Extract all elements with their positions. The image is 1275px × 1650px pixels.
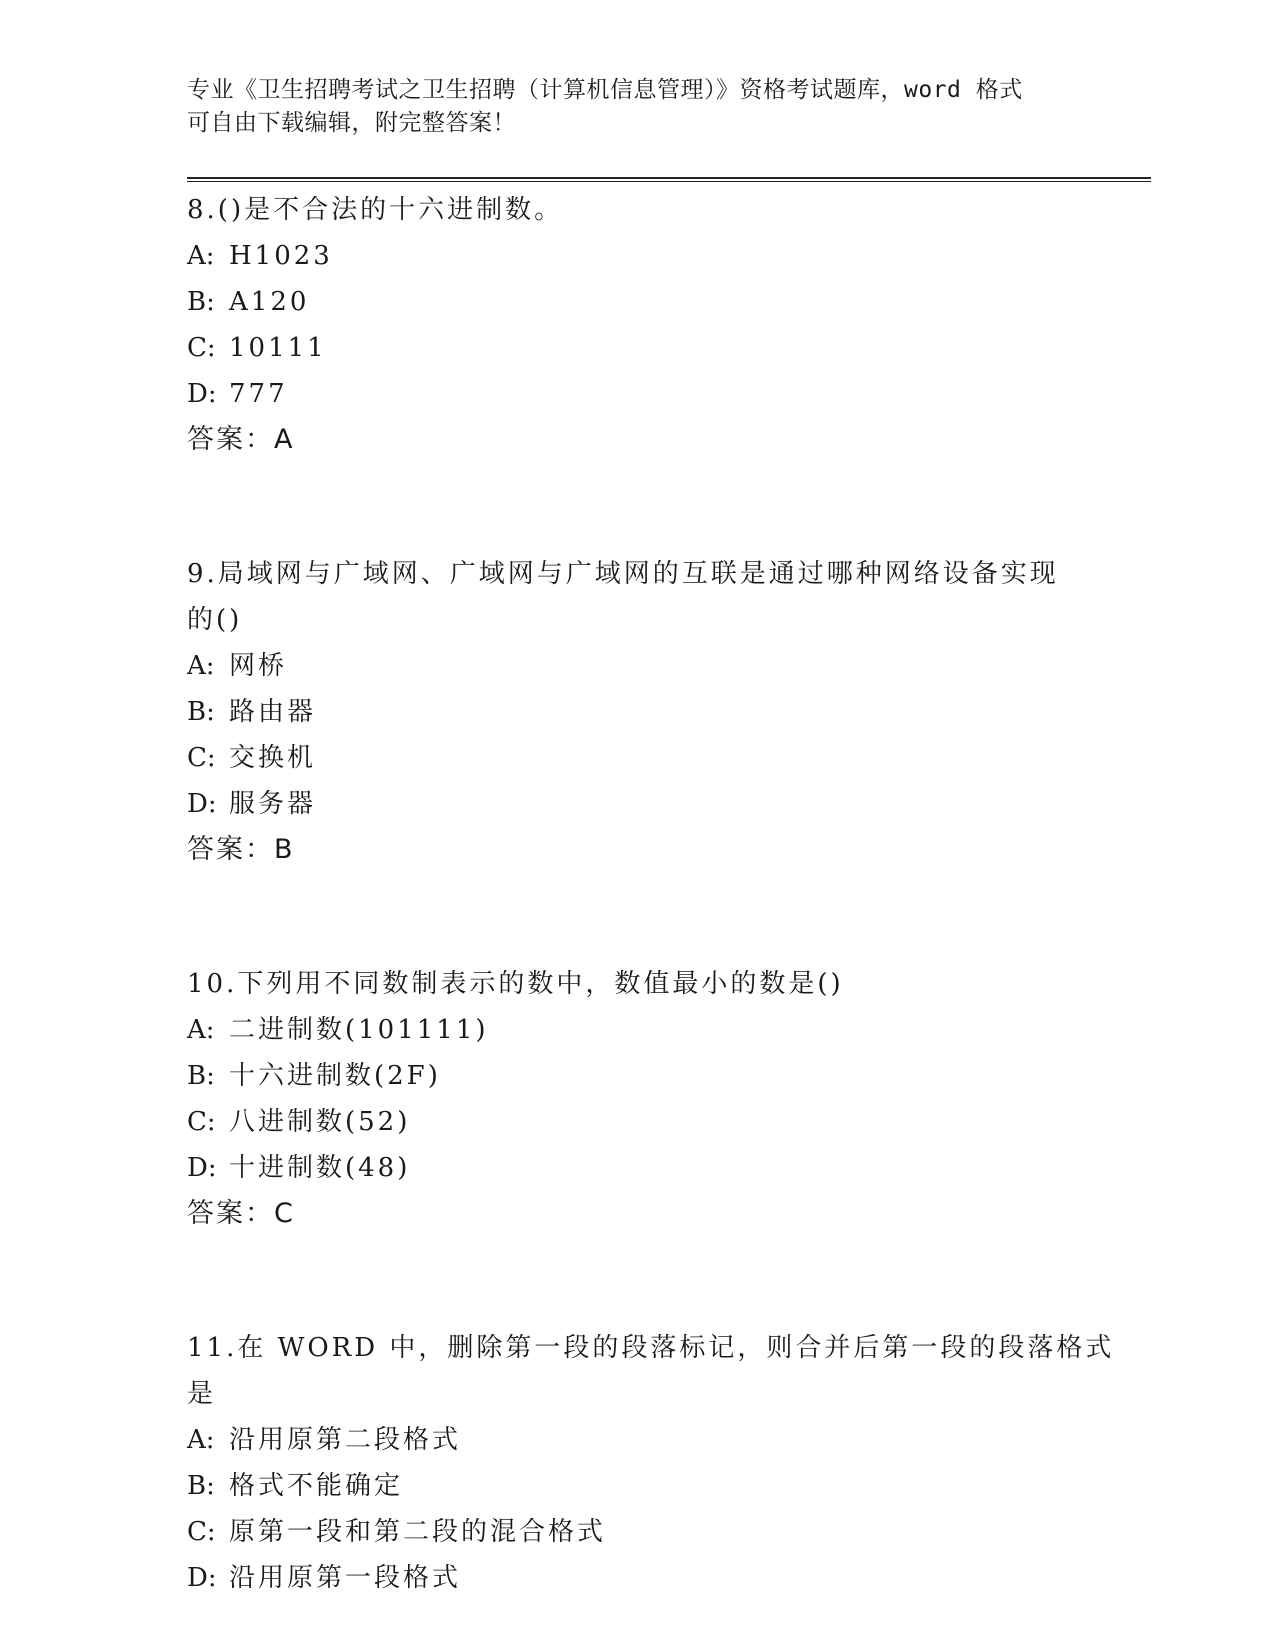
- answer-option: [187, 689, 1087, 735]
- option-label: D:: [187, 1563, 217, 1593]
- option-text: 沿用原第一段格式: [229, 1563, 462, 1593]
- option-label: D:: [187, 379, 217, 409]
- option-label: A:: [187, 241, 215, 271]
- question-stem: 11.在 WORD 中，删除第一段的段落标记，则合并后第一段的段落格式: [187, 1333, 1115, 1363]
- header-divider-thin: [187, 181, 1151, 182]
- question-stem: 10.下列用不同数制表示的数中，数值最小的数是(): [187, 969, 844, 999]
- option-label: B:: [187, 1061, 215, 1091]
- answer-key: 答案：A: [187, 424, 295, 455]
- option-label: C:: [187, 743, 216, 773]
- question-block: [187, 551, 1087, 961]
- question-block: [187, 1325, 1115, 1601]
- answer-option: [187, 643, 1087, 689]
- option-text: A120: [229, 287, 310, 317]
- answer-option: [187, 371, 1087, 417]
- answer-option: [187, 1145, 1087, 1191]
- option-label: A:: [187, 1425, 215, 1455]
- answer-option: [187, 1555, 1087, 1601]
- option-text: 二进制数(101111): [229, 1015, 489, 1045]
- option-text: 服务器: [229, 789, 317, 819]
- option-text: 十六进制数(2F): [229, 1061, 441, 1091]
- option-text: 八进制数(52): [229, 1107, 411, 1137]
- question-stem: 是: [187, 1379, 217, 1409]
- option-label: A:: [187, 1015, 215, 1045]
- option-label: B:: [187, 287, 215, 317]
- option-label: C:: [187, 1517, 216, 1547]
- question-spacer: [187, 873, 1087, 961]
- option-label: B:: [187, 697, 215, 727]
- answer-option: [187, 1417, 1087, 1463]
- question-stem: 的(): [187, 605, 243, 635]
- answer-option: [187, 279, 1087, 325]
- answer-option: [187, 233, 1087, 279]
- question-block: [187, 187, 1087, 551]
- option-label: D:: [187, 789, 217, 819]
- answer-option: [187, 1053, 1087, 1099]
- option-text: 格式不能确定: [229, 1471, 404, 1501]
- question-block: [187, 961, 1087, 1325]
- option-text: 10111: [229, 333, 327, 363]
- question-list: [187, 187, 1115, 1601]
- answer-option: [187, 1099, 1087, 1145]
- option-text: 交换机: [229, 743, 317, 773]
- answer-key: 答案：C: [187, 1198, 295, 1229]
- answer-key: 答案：B: [187, 834, 295, 865]
- option-text: 沿用原第二段格式: [229, 1425, 462, 1455]
- question-spacer: [187, 463, 1087, 551]
- option-label: C:: [187, 333, 216, 363]
- header-line-1: 专业《卫生招聘考试之卫生招聘（计算机信息管理）》资格考试题库，word 格式: [187, 77, 1023, 103]
- option-text: 777: [229, 379, 288, 409]
- option-text: 网桥: [229, 651, 288, 681]
- answer-option: [187, 325, 1087, 371]
- header-line-2: 可自由下载编辑，附完整答案！: [187, 110, 516, 136]
- option-text: 十进制数(48): [229, 1153, 411, 1183]
- answer-option: [187, 1463, 1087, 1509]
- answer-option: [187, 1509, 1087, 1555]
- question-stem: 8.()是不合法的十六进制数。: [187, 195, 564, 225]
- document-header: [187, 74, 1087, 140]
- option-text: 路由器: [229, 697, 317, 727]
- option-label: B:: [187, 1471, 215, 1501]
- option-text: H1023: [229, 241, 333, 271]
- option-label: A:: [187, 651, 215, 681]
- option-text: 原第一段和第二段的混合格式: [229, 1517, 607, 1547]
- question-spacer: [187, 1237, 1087, 1325]
- question-stem: 9.局域网与广域网、广域网与广域网的互联是通过哪种网络设备实现: [187, 559, 1059, 589]
- option-label: D:: [187, 1153, 217, 1183]
- answer-option: [187, 781, 1087, 827]
- answer-option: [187, 1007, 1087, 1053]
- header-divider-thick: [187, 177, 1151, 179]
- option-label: C:: [187, 1107, 216, 1137]
- answer-option: [187, 735, 1087, 781]
